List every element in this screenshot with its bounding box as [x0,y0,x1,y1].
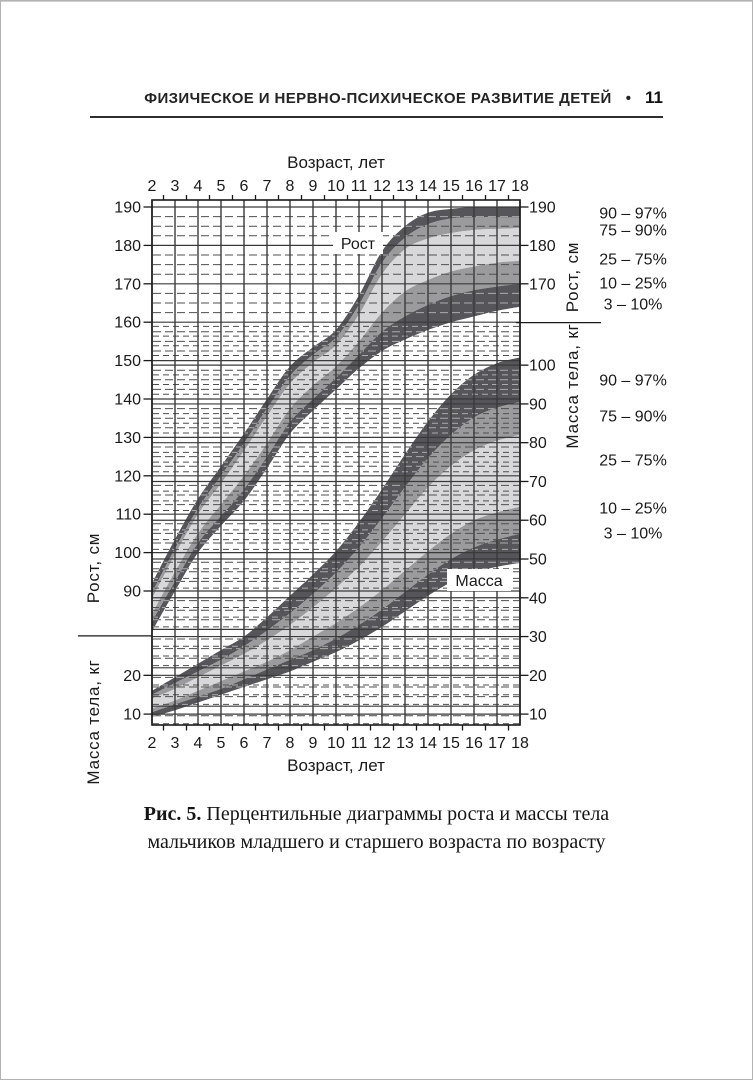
right-mass-tick-label: 20 [529,667,547,685]
left-height-tick-label: 180 [114,237,141,255]
mass-legend-entry: 25 – 75% [599,452,667,470]
bottom-age-tick-label: 3 [170,735,180,752]
height-legend-entry: 90 – 97% [599,205,667,223]
right-mass-tick-label: 10 [529,706,547,724]
right-mass-tick-label: 40 [529,590,547,608]
top-age-tick-label: 5 [216,178,226,195]
top-age-tick-label: 17 [488,178,506,195]
top-age-tick-label: 7 [262,178,272,195]
bottom-age-tick-label: 5 [216,735,226,752]
top-age-tick-label: 3 [170,178,180,195]
bottom-age-tick-label: 8 [285,735,295,752]
bottom-age-tick-label: 15 [442,735,460,752]
top-age-tick-label: 8 [285,178,295,195]
figure-label: Рис. 5. [143,803,202,825]
bottom-age-tick-label: 17 [488,735,506,752]
left-height-tick-label: 170 [114,276,141,294]
height-legend-entry: 3 – 10% [603,296,663,314]
caption-line1: Рис. 5. Перцентильные диаграммы роста и массы тела [143,803,610,825]
bottom-age-tick-label: 7 [262,735,272,752]
figure-caption [70,800,683,856]
top-age-tick-label: 11 [350,178,368,195]
top-age-tick-label: 10 [327,178,345,195]
bottom-age-tick-label: 11 [350,735,368,752]
caption-line2: мальчиков младшего и старшего возраста по возрасту [147,831,606,853]
mass-legend-entry: 90 – 97% [599,372,667,390]
top-age-tick-label: 16 [465,178,483,195]
left-height-tick-label: 190 [114,199,141,217]
right-mass-tick-label: 90 [529,396,547,414]
bottom-age-tick-label: 12 [373,735,391,752]
height-curve-label: Рост [340,236,376,253]
header-bullet-icon: • [625,89,632,107]
right-mass-tick-label: 70 [529,473,547,491]
bottom-age-tick-label: 6 [239,735,249,752]
top-age-tick-label: 12 [373,178,391,195]
bottom-age-tick-label: 18 [511,735,529,752]
right-mass-axis-title: Масса тела, кг [563,323,582,449]
right-height-tick-label: 180 [529,237,556,255]
left-height-tick-label: 90 [123,583,141,601]
bottom-age-tick-label: 16 [465,735,483,752]
top-age-tick-label: 15 [442,178,460,195]
mass-legend-entry: 75 – 90% [599,408,667,426]
left-height-tick-label: 110 [115,506,141,524]
bottom-age-tick-label: 2 [147,735,157,752]
right-height-axis-title: Рост, см [563,241,582,313]
top-age-tick-label: 4 [193,178,203,195]
page-number: 11 [645,88,663,107]
height-legend-entry: 10 – 25% [599,275,667,293]
left-height-tick-label: 120 [114,468,141,486]
top-age-tick-label: 13 [396,178,414,195]
top-age-tick-label: 2 [147,178,157,195]
top-age-tick-label: 6 [239,178,249,195]
left-height-tick-label: 100 [114,545,141,563]
bottom-age-tick-label: 10 [327,735,345,752]
mass-legend-entry: 3 – 10% [603,525,663,543]
right-mass-tick-label: 100 [529,357,556,375]
bottom-age-tick-label: 13 [396,735,414,752]
left-height-tick-label: 150 [114,353,141,371]
mass-legend-entry: 10 – 25% [599,500,667,518]
top-axis-title: Возраст, лет [287,153,385,172]
height-legend-entry: 75 – 90% [599,222,667,240]
left-mass-tick-label: 10 [123,706,141,724]
left-mass-tick-label: 20 [123,667,141,685]
bottom-age-tick-label: 4 [193,735,203,752]
mass-curve-label: Масса [455,573,503,590]
bottom-age-tick-label: 9 [308,735,318,752]
bottom-axis-title: Возраст, лет [287,756,385,775]
top-age-tick-label: 9 [308,178,318,195]
left-mass-axis-title: Масса тела, кг [84,659,103,785]
right-height-tick-label: 190 [529,199,556,217]
left-height-axis-title: Рост, см [84,532,103,604]
height-legend-entry: 25 – 75% [599,251,667,269]
running-title: ФИЗИЧЕСКОЕ И НЕРВНО-ПСИХИЧЕСКОЕ РАЗВИТИЕ ДЕТЕЙ [144,89,612,107]
left-height-tick-label: 130 [114,429,141,447]
right-mass-tick-label: 50 [529,551,547,569]
top-age-tick-label: 14 [419,178,437,195]
left-height-tick-label: 140 [114,391,141,409]
top-age-tick-label: 18 [511,178,529,195]
bottom-age-tick-label: 14 [419,735,437,752]
right-mass-tick-label: 30 [529,629,547,647]
right-height-tick-label: 170 [529,276,556,294]
right-mass-tick-label: 80 [529,435,547,453]
right-mass-tick-label: 60 [529,512,547,530]
left-height-tick-label: 160 [114,314,141,332]
